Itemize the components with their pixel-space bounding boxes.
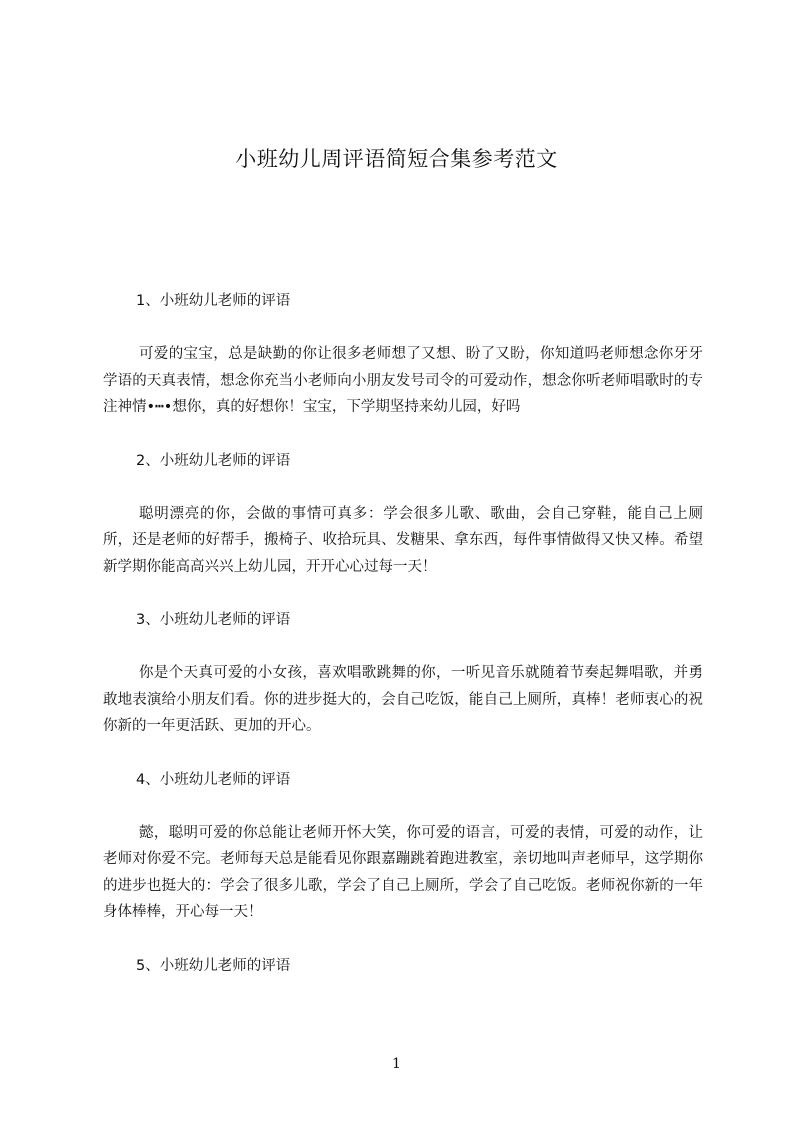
- section-paragraph-2: 聪明漂亮的你，会做的事情可真多：学会很多儿歌、歌曲，会自己穿鞋，能自己上厕所，还是老师的好帮手，搬椅子、收拾玩具、发糖果、拿东西，每件事情做得又快又棒。希望新学期你能高高兴兴上幼儿园，开开心心过每一天！: [103, 505, 703, 575]
- section-heading-1: 1、小班幼儿老师的评语: [136, 293, 291, 309]
- section-paragraph-4: 懿，聪明可爱的你总能让老师开怀大笑，你可爱的语言，可爱的表情，可爱的动作，让老师对你爱不完。老师每天总是能看见你跟嘉蹦跳着跑进教室，亲切地叫声老师早，这学期你的进步也挺大的：学会了很多儿歌，学会了自己上厕所，学会了自己吃饭。老师祝你新的一年身体棒棒，开心每一天！: [103, 824, 703, 920]
- section-paragraph-3: 你是个天真可爱的小女孩，喜欢唱歌跳舞的你，一听见音乐就随着节奏起舞唱歌，并勇敢地表演给小朋友们看。你的进步挺大的，会自己吃饭，能自己上厕所，真棒！老师衷心的祝你新的一年更活跃、更加的开心。: [103, 665, 703, 734]
- section-heading-2: 2、小班幼儿老师的评语: [136, 452, 291, 469]
- section-heading-5: 5、小班幼儿老师的评语: [136, 957, 291, 974]
- document-title: 小班幼儿周评语简短合集参考范文: [235, 147, 558, 171]
- section-paragraph-1: 可爱的宝宝，总是缺勤的你让很多老师想了又想、盼了又盼，你知道吗老师想念你牙牙学语的天真表情，想念你充当小老师向小朋友发号司令的可爱动作，想念你听老师唱歌时的专注神情•┅•想你，真的好想你！宝宝，下学期坚持来幼儿园，好吗: [103, 346, 703, 415]
- document-body: [103, 288, 703, 979]
- section-heading-4: 4、小班幼儿老师的评语: [136, 771, 291, 788]
- section-heading-3: 3、小班幼儿老师的评语: [136, 612, 291, 628]
- page-number: 1: [392, 1056, 401, 1072]
